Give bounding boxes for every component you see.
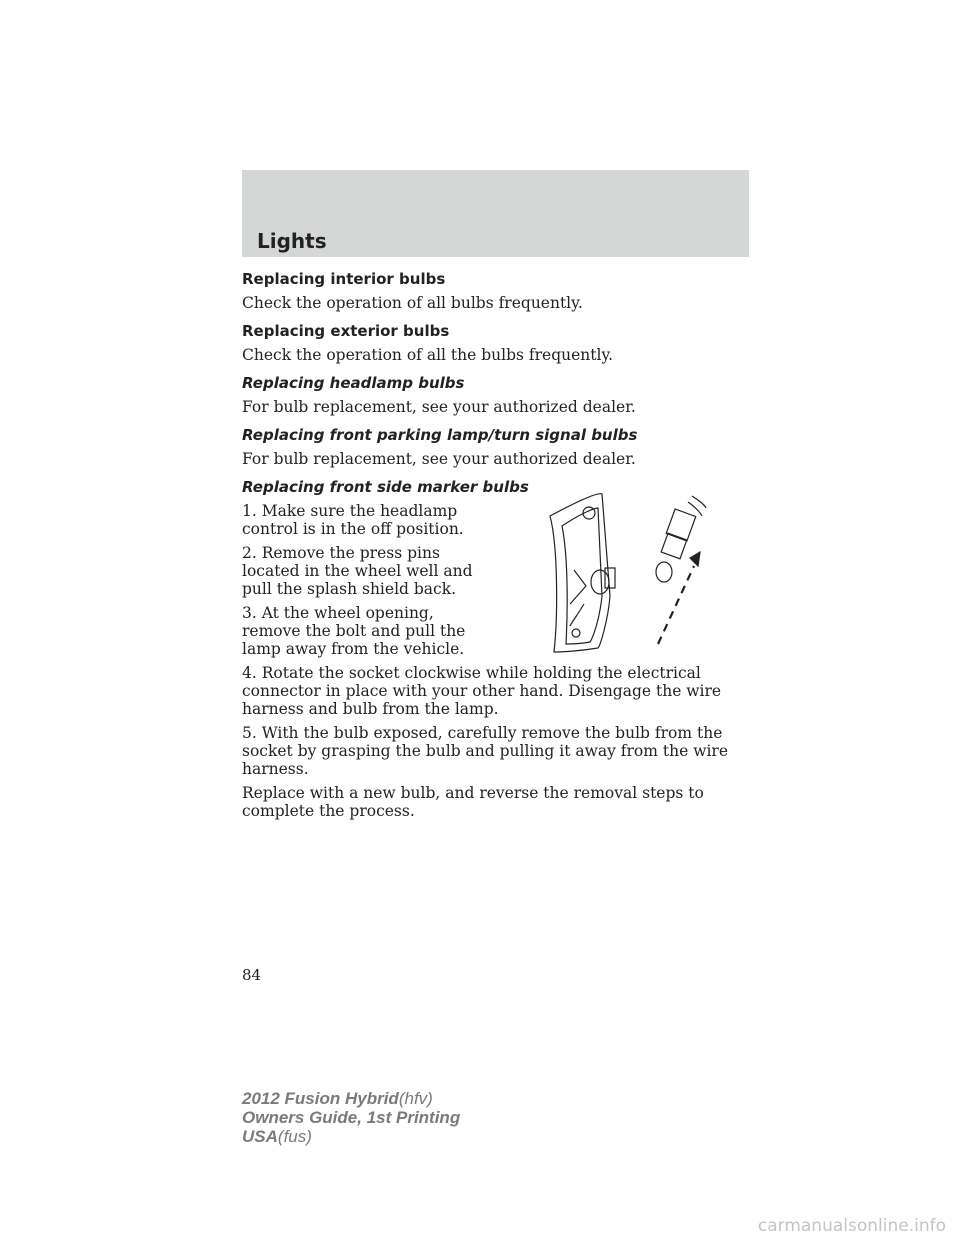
heading-headlamp-bulbs: Replacing headlamp bulbs [242,374,465,392]
step-5: 5. With the bulb exposed, carefully remove the bulb from the socket by grasping the bulb and pulling it away from the wire harness. [242,724,729,778]
bulb-glass [656,562,672,582]
step-3: 3. At the wheel opening, remove the bolt and pull the lamp away from the vehicle. [242,604,466,658]
heading-exterior-bulbs: Replacing exterior bulbs [242,322,450,340]
lamp-socket-opening [591,570,609,594]
bulb-socket [661,533,687,559]
closing-text: Replace with a new bulb, and reverse the removal steps to complete the process. [242,784,704,820]
watermark: carmanualsonline.info [757,1216,946,1236]
text-exterior-bulbs: Check the operation of all the bulbs frequently. [242,346,614,364]
page-number: 84 [242,966,262,984]
footer-model-code: (hfv) [398,1089,433,1108]
section-title: Lights [257,229,327,253]
step-4: 4. Rotate the socket clockwise while holding the electrical connector in place with your other hand. Disengage the wire harness and bulb from the lamp. [242,664,722,718]
footer-region: USA [242,1127,278,1146]
step-2: 2. Remove the press pins located in the wheel well and pull the splash shield back. [242,544,473,598]
lamp-housing-inner [562,508,602,644]
side-marker-lamp-illustration [540,486,720,656]
electrical-connector [666,509,696,541]
document-footer [242,1089,460,1146]
lamp-socket-tab [605,568,615,588]
text-headlamp-bulbs: For bulb replacement, see your authorized dealer. [242,398,636,416]
lamp-mount-hole-bottom [572,629,580,637]
heading-side-marker-bulbs: Replacing front side marker bulbs [242,478,529,496]
footer-model: 2012 Fusion Hybrid [242,1089,399,1108]
direction-arrow-head [690,552,700,566]
heading-front-parking-bulbs: Replacing front parking lamp/turn signal bulbs [242,426,638,444]
heading-interior-bulbs: Replacing interior bulbs [242,270,446,288]
direction-arrow-line [658,566,694,644]
footer-region-code: (fus) [277,1127,312,1146]
text-interior-bulbs: Check the operation of all bulbs frequently. [242,294,583,312]
footer-guide: Owners Guide, 1st Printing [242,1108,461,1127]
text-front-parking-bulbs: For bulb replacement, see your authorized dealer. [242,450,636,468]
step-1: 1. Make sure the headlamp control is in the off position. [242,502,464,538]
